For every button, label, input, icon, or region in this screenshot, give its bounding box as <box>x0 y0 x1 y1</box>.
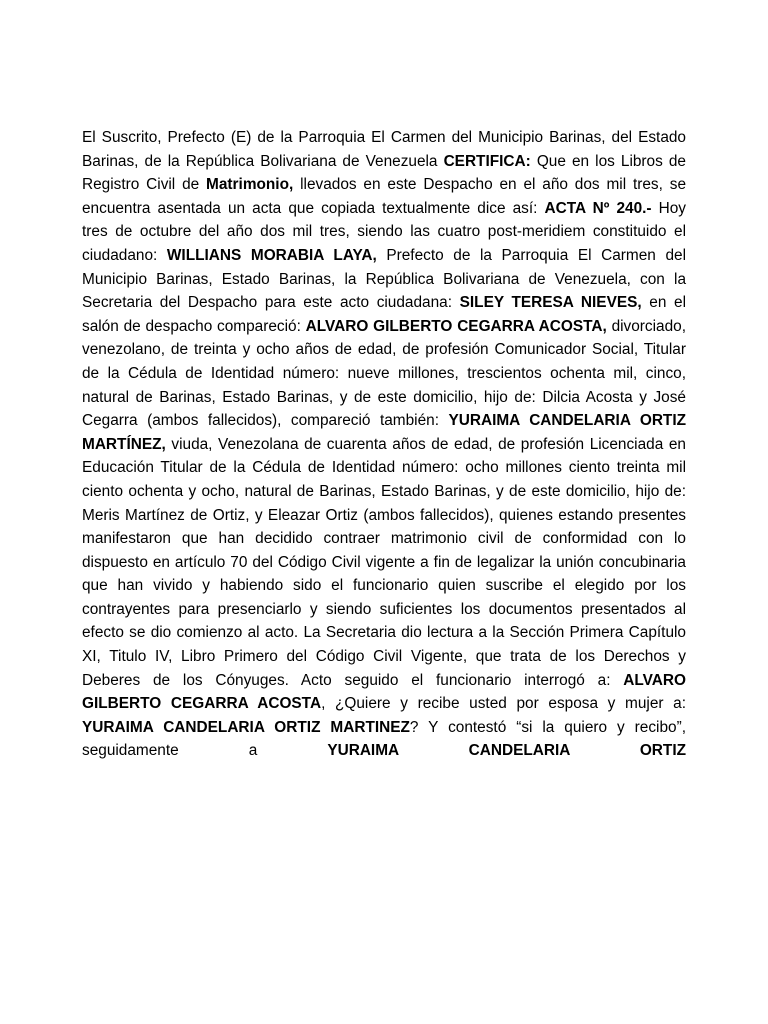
text-segment: ? Y contestó “si la quiero y recibo”, seguidamente a <box>82 718 686 760</box>
bold-text-segment: YURAIMA CANDELARIA ORTIZ MARTÍNEZ, <box>82 412 687 453</box>
text-segment: en el salón de despacho compareció: <box>82 294 686 335</box>
text-segment: Prefecto de la Parroquia El Carmen del Municipio Barinas, Estado Barinas, la República Bolivariana de Venezuela, con la Secretaria del Despacho para este acto ciudadana: <box>82 246 686 312</box>
certificate-paragraph <box>82 126 686 763</box>
bold-text-segment: SILEY TERESA NIEVES, <box>459 294 642 312</box>
text-segment: Hoy tres de octubre del año dos mil tres, siendo las cuatro post-meridiem constituido el ciudadano: <box>82 199 686 264</box>
text-segment: viuda, Venezolana de cuarenta años de edad, de profesión Licenciada en Educación Titular de la Cédula de Identidad número: ocho millones ciento treinta mil ciento ochenta y ocho, natural de Barinas, Estado Barinas, y de este domicilio, hijo de: Meris Martínez de Ortiz, y Eleazar Ortiz (ambos fallecidos), quienes estando presentes manifestaron que han decidido contraer matrimonio civil de conformidad con lo dispuesto en artículo 70 del Código Civil vigente a fin de legalizar la unión concubinaria que han vivido y habiendo sido el funcionario quien suscribe el elegido por los contrayentes para presenciarlo y siendo suficientes los documentos presentados al efecto se dio comienzo al acto. La Secretaria dio lectura a la Sección Primera Capítulo XI, Titulo IV, Libro Primero del Código Civil Vigente, que trata de los Derechos y Deberes de los Cónyuges. Acto seguido el funcionario interrogó a: <box>82 435 686 689</box>
bold-text-segment: ALVARO GILBERTO CEGARRA ACOSTA <box>82 671 686 713</box>
text-segment: divorciado, venezolano, de treinta y ocho años de edad, de profesión Comunicador Social, Titular de la Cédula de Identidad número: nueve millones, trescientos ochenta mil, cinco, natural de Barinas, Estado Barinas, y de este domicilio, hijo de: Dilcia Acosta y José Cegarra (ambos fallecidos), compareció también: <box>82 317 687 430</box>
bold-text-segment: YURAIMA CANDELARIA ORTIZ MARTINEZ <box>82 718 410 736</box>
bold-text-segment: WILLIANS MORABIA LAYA, <box>166 246 377 264</box>
bold-text-segment: CERTIFICA: <box>443 152 531 170</box>
bold-text-segment: ACTA Nº 240.- <box>544 199 652 217</box>
bold-text-segment: ALVARO GILBERTO CEGARRA ACOSTA, <box>305 317 607 335</box>
text-segment: , ¿Quiere y recibe usted por esposa y mujer a: <box>321 695 686 713</box>
bold-text-segment: Matrimonio, <box>206 176 294 194</box>
text-segment: El Suscrito, Prefecto (E) de la Parroquia El Carmen del Municipio Barinas, del Estado Barinas, de la República Bolivariana de Venezuela <box>82 129 686 170</box>
document-page <box>82 126 686 763</box>
bold-text-segment: YURAIMA CANDELARIA ORTIZ <box>327 742 686 760</box>
text-segment: Que en los Libros de Registro Civil de <box>82 152 686 194</box>
text-segment: llevados en este Despacho en el año dos mil tres, se encuentra asentada un acta que copiada textualmente dice así: <box>82 176 687 217</box>
